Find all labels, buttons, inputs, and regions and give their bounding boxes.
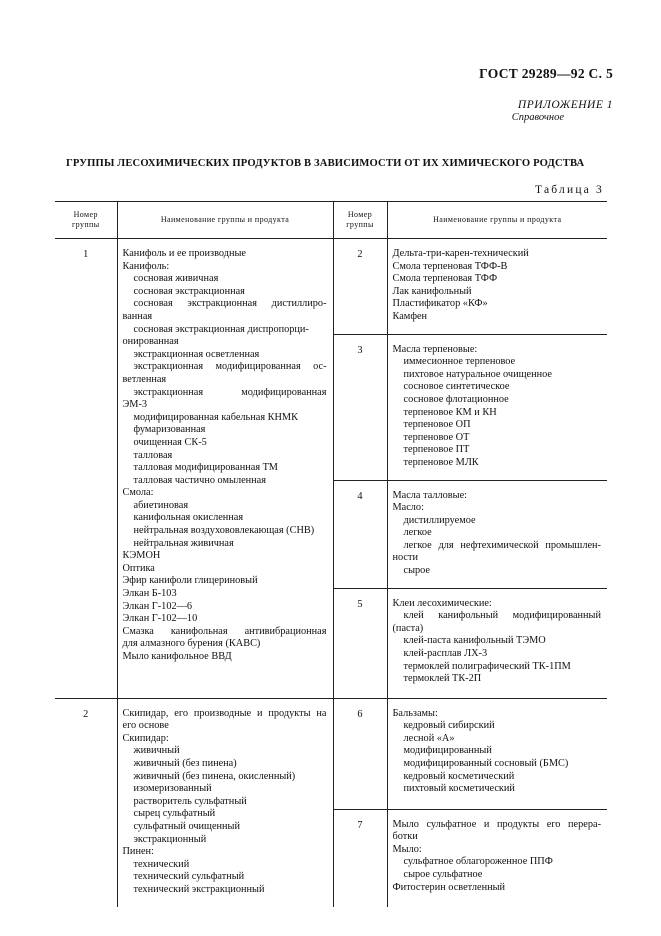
- list-item: лесной «А»: [403, 732, 455, 744]
- list-item: модифицированный: [403, 745, 492, 757]
- group-2-number: 2: [333, 239, 387, 335]
- group-6-content: [387, 698, 607, 809]
- page-title: ГРУППЫ ЛЕСОХИМИЧЕСКИХ ПРОДУКТОВ В ЗАВИСИМОСТИ ОТ ИХ ХИМИЧЕСКОГО РОДСТВА: [66, 158, 585, 169]
- list-item: пихтовый косметический: [403, 783, 515, 795]
- list-item: Фитостерин осветленный: [392, 881, 506, 893]
- list-item: технический: [133, 858, 190, 870]
- list-item: онированная: [122, 336, 179, 348]
- list-item: ности: [392, 552, 418, 564]
- list-item: терпеновое МЛК: [403, 456, 479, 468]
- list-item: терпеновое ПТ: [403, 444, 470, 456]
- list-item: Дельта-три-карен-технический: [392, 248, 529, 259]
- list-item: нейтральная живичная: [133, 537, 234, 549]
- list-item: экстракционная модифицированная ос-: [133, 361, 327, 373]
- list-item: очищенная СК-5: [133, 436, 207, 448]
- list-item: Канифоль и ее производные: [122, 248, 246, 259]
- group-7-content: [387, 809, 607, 907]
- group-5-content: [387, 588, 607, 698]
- list-item: Пинен:: [122, 846, 154, 858]
- list-item: ванная: [122, 310, 153, 322]
- list-item: Элкан Г-102—6: [122, 600, 193, 612]
- header-number-2-line-1: Номер: [347, 210, 373, 219]
- group-4-content: [387, 480, 607, 588]
- list-item: клей-паста канифольный ТЭМО: [403, 635, 546, 647]
- list-item: дистиллируемое: [403, 514, 476, 526]
- list-item: Масла талловые:: [392, 489, 468, 501]
- group-2b-content: [117, 698, 333, 906]
- list-item: талловая: [133, 449, 173, 461]
- groups-table: [55, 201, 607, 907]
- list-item: сырое сульфатное: [403, 868, 483, 880]
- appendix-label: ПРИЛОЖЕНИЕ 1: [517, 99, 613, 111]
- list-item: сосновое синтетическое: [403, 381, 510, 393]
- list-item: клей канифольный модифицированный: [403, 610, 601, 622]
- list-item: экстракционный: [133, 833, 207, 845]
- table-row: [55, 239, 607, 335]
- list-item: Элкан Г-102—10: [122, 613, 198, 625]
- list-item: экстракционная модифицированная: [133, 386, 327, 398]
- list-item: талловая частично омыленная: [133, 474, 266, 486]
- header-number-1: [55, 202, 117, 239]
- list-item: термоклей полиграфический ТК-1ПМ: [403, 660, 571, 672]
- list-item: сосновое флотационное: [403, 393, 509, 405]
- list-item: терпеновое ОТ: [403, 431, 470, 443]
- list-item: ветленная: [122, 373, 167, 385]
- list-item: фумаризованная: [133, 424, 206, 436]
- list-item: его основе: [122, 720, 169, 732]
- list-item: пихтовое натуральное очищенное: [403, 368, 552, 380]
- header-number-1-line-2: группы: [71, 220, 100, 229]
- list-item: Камфен: [392, 310, 428, 322]
- table-row: [55, 698, 607, 809]
- list-item: Мыло сульфатное и продукты его перера-: [392, 818, 601, 830]
- table-header-row: [55, 202, 607, 239]
- list-item: модифицированный сосновый (БМС): [403, 758, 569, 770]
- list-item: легкое: [403, 527, 432, 539]
- list-item: канифольная окисленная: [133, 512, 244, 524]
- group-3-number: 3: [333, 334, 387, 480]
- group-4-number: 4: [333, 480, 387, 588]
- list-item: Бальзамы:: [392, 707, 438, 719]
- list-item: терпеновое ОП: [403, 419, 471, 431]
- list-item: Смазка канифольная антивибрационная: [122, 625, 327, 637]
- header-number-2-line-2: группы: [346, 220, 374, 229]
- list-item: ЭМ-3: [122, 399, 148, 411]
- list-item: Мыло канифольное ВВД: [122, 651, 232, 662]
- list-item: ботки: [392, 831, 418, 843]
- list-item: Элкан Б-103: [122, 588, 177, 600]
- header-name-1: Наименование группы и продукта: [117, 202, 333, 239]
- list-item: абиетиновая: [133, 499, 189, 511]
- list-item: сосновая экстракционная: [133, 285, 245, 297]
- header-name-2: Наименование группы и продукта: [387, 202, 607, 239]
- table-label: Таблица 3: [535, 184, 604, 196]
- list-item: живичный: [133, 745, 180, 757]
- group-5-number: 5: [333, 588, 387, 698]
- list-item: сырец сульфатный: [133, 808, 216, 820]
- list-item: Лак канифольный: [392, 285, 472, 297]
- list-item: живичный (без пинена, окисленный): [133, 770, 296, 782]
- document-code: ГОСТ 29289—92 С. 5: [479, 66, 613, 81]
- group-6-number: 6: [333, 698, 387, 809]
- list-item: технический сульфатный: [133, 871, 245, 883]
- list-item: Пластификатор «КФ»: [392, 298, 488, 310]
- header-number-2: [333, 202, 387, 239]
- list-item: клей-расплав ЛХ-3: [403, 648, 488, 660]
- list-item: термоклей ТК-2П: [403, 673, 482, 685]
- list-item: нейтральная воздухововлекающая (СНВ): [133, 525, 315, 537]
- list-item: сульфатное облагороженное ППФ: [403, 856, 553, 868]
- list-item: Скипидар:: [122, 732, 169, 744]
- group-2b-number: 2: [83, 708, 89, 720]
- list-item: кедровый сибирский: [403, 720, 495, 732]
- list-item: сосновая экстракционная дистиллиро-: [133, 298, 327, 310]
- list-item: Мыло:: [392, 843, 422, 855]
- list-item: кедровый косметический: [403, 770, 515, 782]
- list-item: сосновая живичная: [133, 273, 219, 285]
- list-item: сульфатный очищенный: [133, 821, 240, 832]
- list-item: (паста): [392, 622, 424, 634]
- list-item: талловая модифицированная ТМ: [133, 462, 278, 474]
- list-item: Клеи лесохимические:: [392, 597, 492, 609]
- list-item: экстракционная осветленная: [133, 348, 260, 360]
- list-item: Канифоль:: [122, 260, 170, 272]
- list-item: Эфир канифоли глицериновый: [122, 575, 258, 587]
- list-item: Масло:: [392, 502, 424, 514]
- group-1-number: 1: [83, 249, 89, 260]
- header-number-1-line-1: Номер: [73, 210, 98, 219]
- list-item: технический экстракционный: [133, 883, 265, 895]
- list-item: Смола терпеновая ТФФ: [392, 273, 498, 285]
- list-item: КЭМОН: [122, 550, 161, 562]
- list-item: сосновая экстракционная диспропорци-: [133, 323, 309, 335]
- list-item: изомеризованный: [133, 783, 212, 795]
- list-item: модифицированная кабельная КНМК: [133, 411, 298, 423]
- list-item: живичный (без пинена): [133, 758, 237, 770]
- list-item: для алмазного бурения (КАВС): [122, 638, 261, 650]
- group-3-content: [387, 334, 607, 480]
- list-item: Смола терпеновая ТФФ-В: [392, 260, 508, 272]
- group-2-content: [387, 239, 607, 335]
- list-item: Смола:: [122, 487, 154, 499]
- list-item: иммесионное терпеновое: [403, 356, 516, 368]
- list-item: Масла терпеновые:: [392, 343, 478, 355]
- list-item: Оптика: [122, 562, 155, 574]
- list-item: растворитель сульфатный: [133, 795, 247, 807]
- group-1-content: [117, 239, 333, 699]
- list-item: терпеновое КМ и КН: [403, 406, 497, 418]
- appendix-note: Справочное: [511, 112, 564, 123]
- group-7-number: 7: [357, 819, 363, 831]
- list-item: легкое для нефтехимической промышлен-: [403, 539, 601, 551]
- list-item: Скипидар, его производные и продукты на: [122, 707, 327, 719]
- list-item: сырое: [403, 565, 430, 577]
